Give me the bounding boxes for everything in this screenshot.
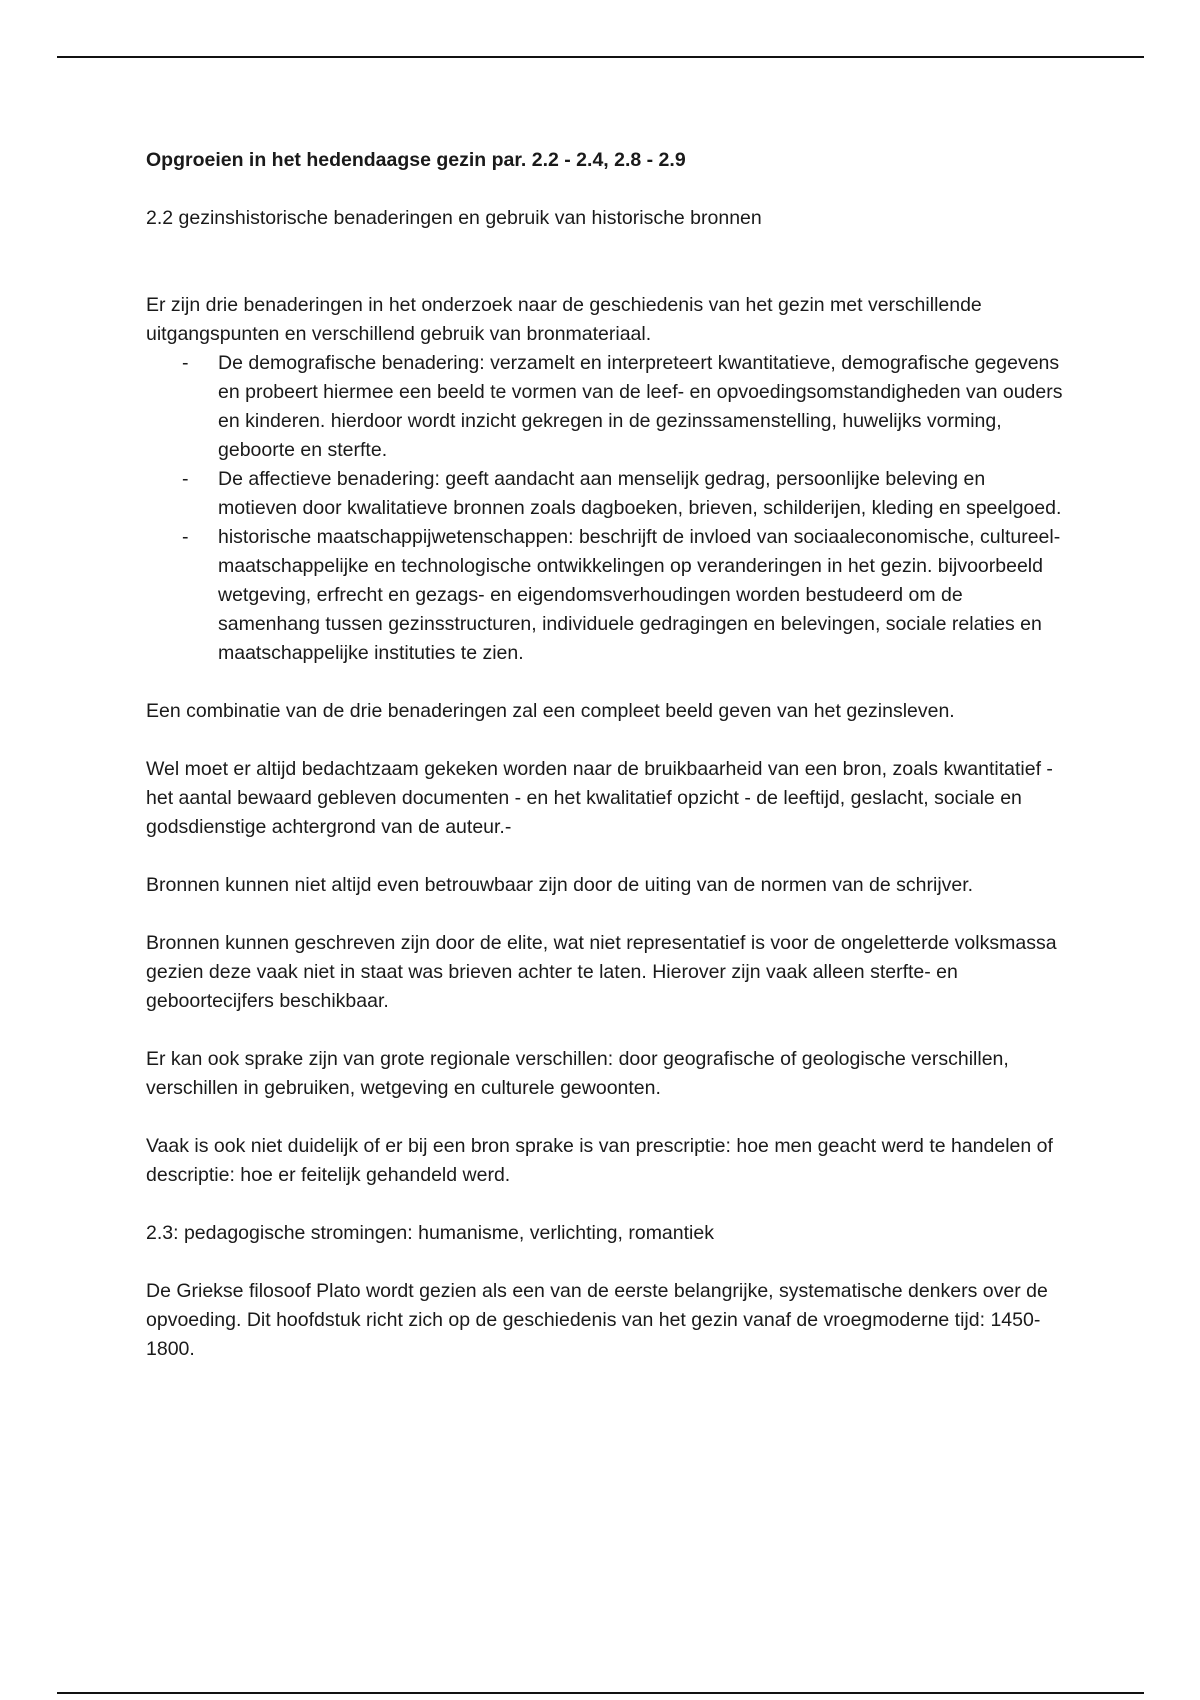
section-heading-2-3: 2.3: pedagogische stromingen: humanisme, verlichting, romantiek (146, 1222, 714, 1244)
paragraph-plato: De Griekse filosoof Plato wordt gezien als een van de eerste belangrijke, systematische denkers over de opvoeding. Dit hoofdstuk richt zich op de geschiedenis van het gezin vanaf de vroegmoderne tijd: 1450-1800. (146, 1280, 1048, 1360)
paragraph-regional: Er kan ook sprake zijn van grote regionale verschillen: door geografische of geologische verschillen, verschillen in gebruiken, wetgeving en culturele gewoonten. (146, 1048, 1009, 1099)
document-title: Opgroeien in het hedendaagse gezin par. 2.2 - 2.4, 2.8 - 2.9 (146, 149, 686, 171)
list-item (146, 523, 1066, 668)
page-header-rule (57, 56, 1144, 58)
page-footer-rule (57, 1692, 1144, 1694)
approaches-list (146, 349, 1066, 668)
paragraph-usability: Wel moet er altijd bedachtzaam gekeken worden naar de bruikbaarheid van een bron, zoals kwantitatief - het aantal bewaard gebleven documenten - en het kwalitatief opzicht - de leeftijd, geslacht, sociale en godsdienstige achtergrond van de auteur.- (146, 758, 1053, 838)
paragraph-elite: Bronnen kunnen geschreven zijn door de elite, wat niet representatief is voor de ongeletterde volksmassa gezien deze vaak niet in staat was brieven achter te laten. Hierover zijn vaak alleen sterfte- en geboortecijfers beschikbaar. (146, 932, 1057, 1012)
list-item-text: De demografische benadering: verzamelt en interpreteert kwantitatieve, demografische gegevens en probeert hiermee een beeld te vormen van de leef- en opvoedingsomstandigheden van ouders en kinderen. hierdoor wordt inzicht gekregen in de gezinssamenstelling, huwelijks vorming, geboorte en sterfte. (218, 352, 1063, 461)
paragraph-prescription: Vaak is ook niet duidelijk of er bij een bron sprake is van prescriptie: hoe men geacht werd te handelen of descriptie: hoe er feitelijk gehandeld werd. (146, 1135, 1053, 1186)
list-item (146, 349, 1066, 465)
list-item (146, 465, 1066, 523)
document-body (146, 146, 1066, 1393)
paragraph-reliability: Bronnen kunnen niet altijd even betrouwbaar zijn door de uiting van de normen van de schrijver. (146, 874, 974, 896)
bullet-dash: - (182, 526, 189, 548)
intro-paragraph: Er zijn drie benaderingen in het onderzoek naar de geschiedenis van het gezin met verschillende uitgangspunten en verschillend gebruik van bronmateriaal. (146, 294, 982, 345)
list-item-text: De affectieve benadering: geeft aandacht aan menselijk gedrag, persoonlijke beleving en motieven door kwalitatieve bronnen zoals dagboeken, brieven, schilderijen, kleding en speelgoed. (218, 468, 1062, 519)
bullet-dash: - (182, 352, 189, 374)
bullet-dash: - (182, 468, 189, 490)
list-item-text: historische maatschappijwetenschappen: beschrijft de invloed van sociaaleconomische, cultureel-maatschappelijke en technologische ontwikkelingen op veranderingen in het gezin. bijvoorbeeld wetgeving, erfrecht en gezags- en eigendomsverhoudingen worden bestudeerd om de samenhang tussen gezinsstructuren, individuele gedragingen en belevingen, sociale relaties en maatschappelijke instituties te zien. (218, 526, 1061, 664)
paragraph-combination: Een combinatie van de drie benaderingen zal een compleet beeld geven van het gezinsleven. (146, 700, 955, 722)
section-heading-2-2: 2.2 gezinshistorische benaderingen en gebruik van historische bronnen (146, 207, 762, 229)
